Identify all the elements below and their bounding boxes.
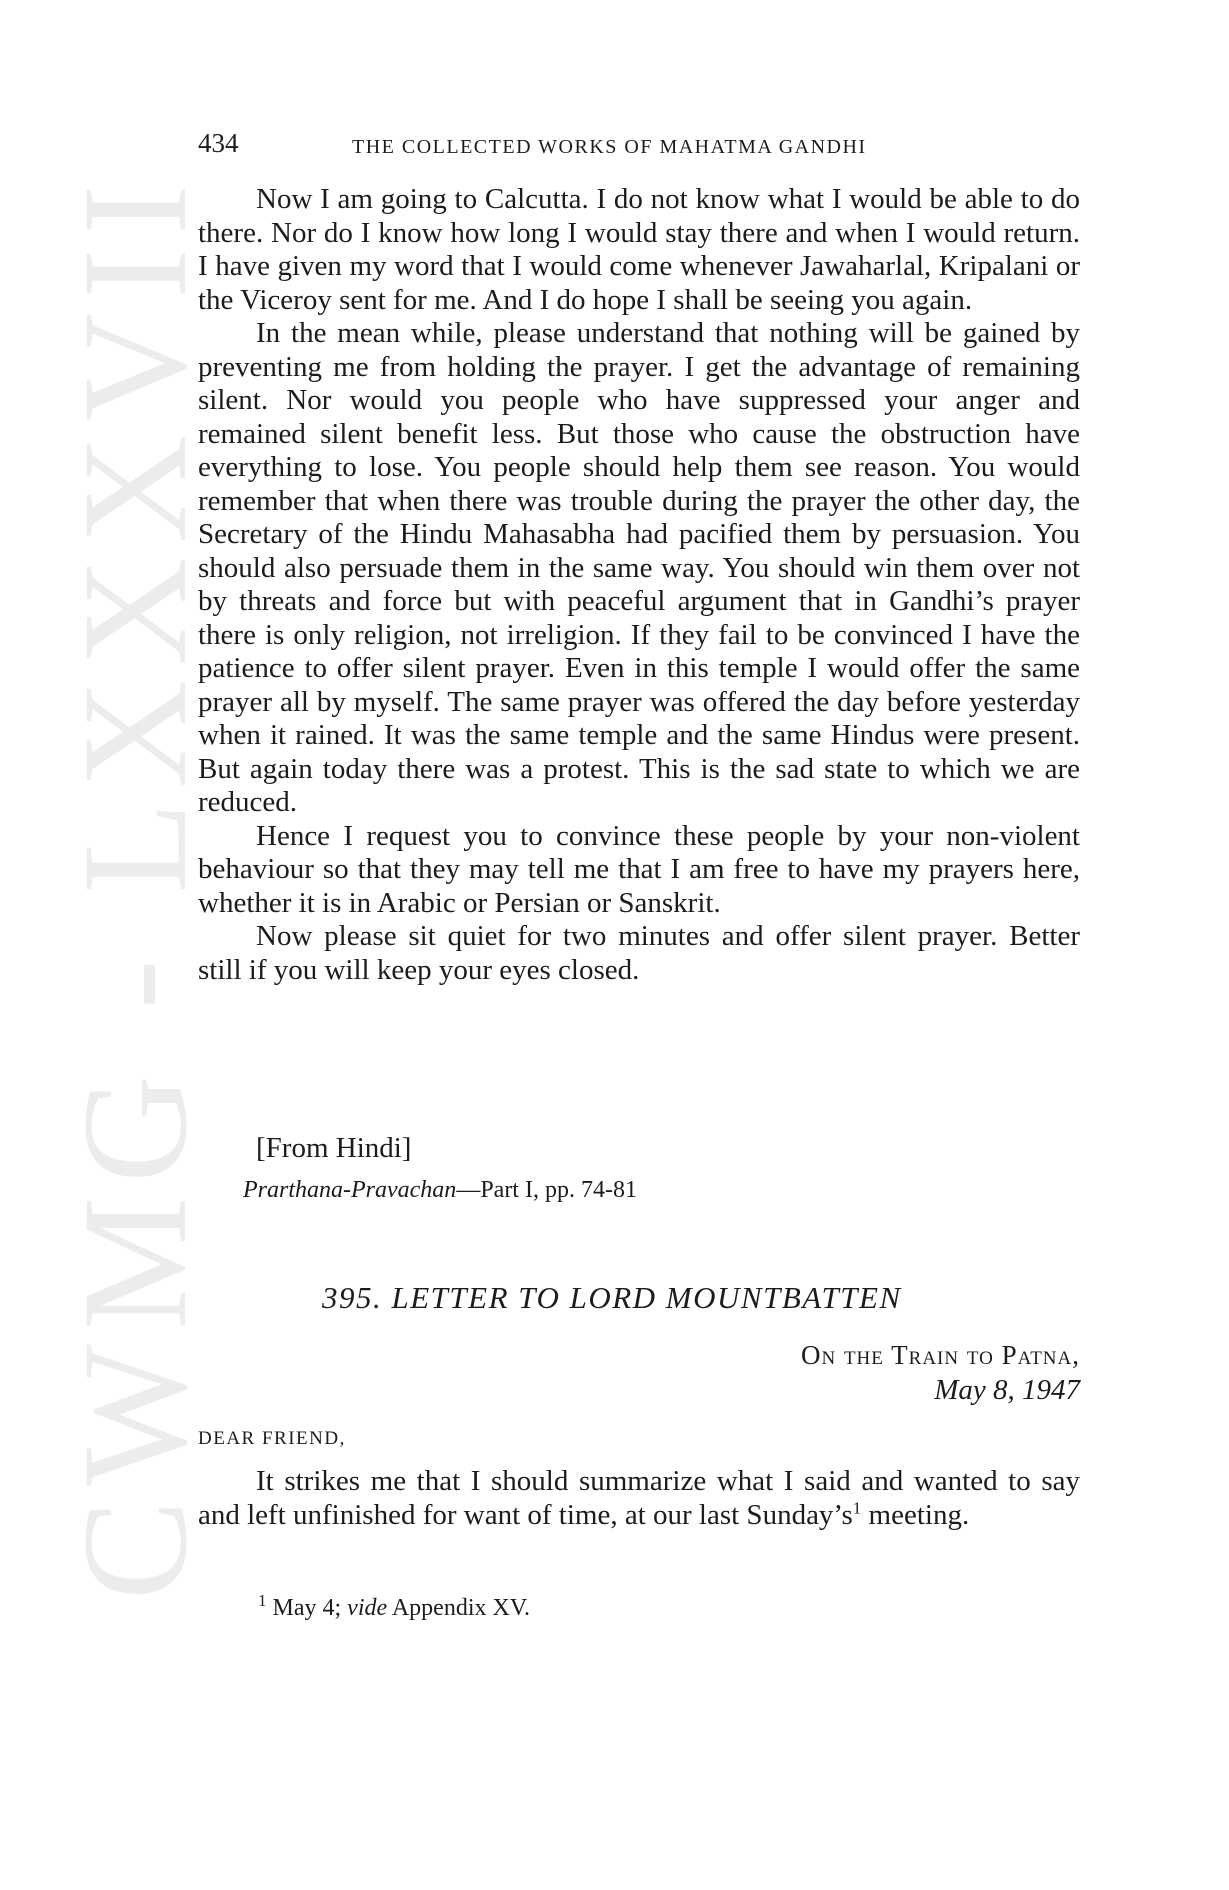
footnote: [258, 1591, 531, 1622]
watermark: CWMG - LXXXVII: [52, 170, 218, 1600]
page-number: 434: [198, 128, 239, 158]
paragraph: Hence I request you to convince these people by your non-violent behaviour so that they may tell me that I am free to have my prayers here, whether it is in Arabic or Persian or Sanskrit.: [198, 819, 1080, 919]
citation: [243, 1177, 637, 1204]
footnote-text-end: Appendix XV.: [387, 1595, 531, 1621]
source-tag: [From Hindi]: [256, 1132, 412, 1164]
citation-title: Prarthana-Pravachan: [243, 1177, 457, 1203]
footnote-text: May 4;: [266, 1595, 348, 1621]
letter-text: It strikes me that I should summarize what I said and wanted to say and left unfinished for want of time, at our last Sunday’s: [198, 1465, 1080, 1531]
letter-title: 395. LETTER TO LORD MOUNTBATTEN: [322, 1280, 902, 1315]
letter-text-end: meeting.: [861, 1498, 970, 1531]
letter-paragraph: [198, 1465, 1080, 1532]
letter-date: May 8, 1947: [934, 1374, 1080, 1406]
letter-place: On the Train to Patna,: [800, 1340, 1080, 1370]
speech-body: [198, 183, 1080, 987]
letter-body: [198, 1465, 1080, 1532]
paragraph: In the mean while, please understand that nothing will be gained by preventing me from holding the prayer. I get the advantage of remaining silent. Nor would you people who have suppressed your anger and remained silent benefit less. But those who cause the obstruction have everything to lose. You people should help them see reason. You would remember that when there was trouble during the prayer the other day, the Secretary of the Hindu Mahasabha had pacified them by persuasion. You should also persuade them in the same way. You should win them over not by threats and force but with peaceful argument that in Gandhi’s prayer there is only religion, not irreligion. If they fail to be convinced I have the patience to offer silent prayer. Even in this temple I would offer the same prayer all by myself. The same prayer was offered the day before yesterday when it rained. It was the same temple and the same Hindus were present. But again today there was a protest. This is the sad state to which we are reduced.: [198, 317, 1080, 818]
running-title: THE COLLECTED WORKS OF MAHATMA GANDHI: [352, 136, 867, 158]
paragraph: Now I am going to Calcutta. I do not know what I would be able to do there. Nor do I know how long I would stay there and when I would return. I have given my word that I would come whenever Jawaharlal, Kripalani or the Viceroy sent for me. And I do hope I shall be seeing you again.: [198, 183, 1080, 316]
footnote-reference: 1: [852, 1497, 862, 1517]
paragraph: Now please sit quiet for two minutes and offer silent prayer. Better still if you will keep your eyes closed.: [198, 920, 1080, 986]
footnote-italic: vide: [347, 1595, 388, 1621]
citation-pages: —Part I, pp. 74-81: [456, 1177, 637, 1203]
salutation: DEAR FRIEND,: [198, 1428, 346, 1449]
footnote-marker: 1: [258, 1591, 267, 1610]
